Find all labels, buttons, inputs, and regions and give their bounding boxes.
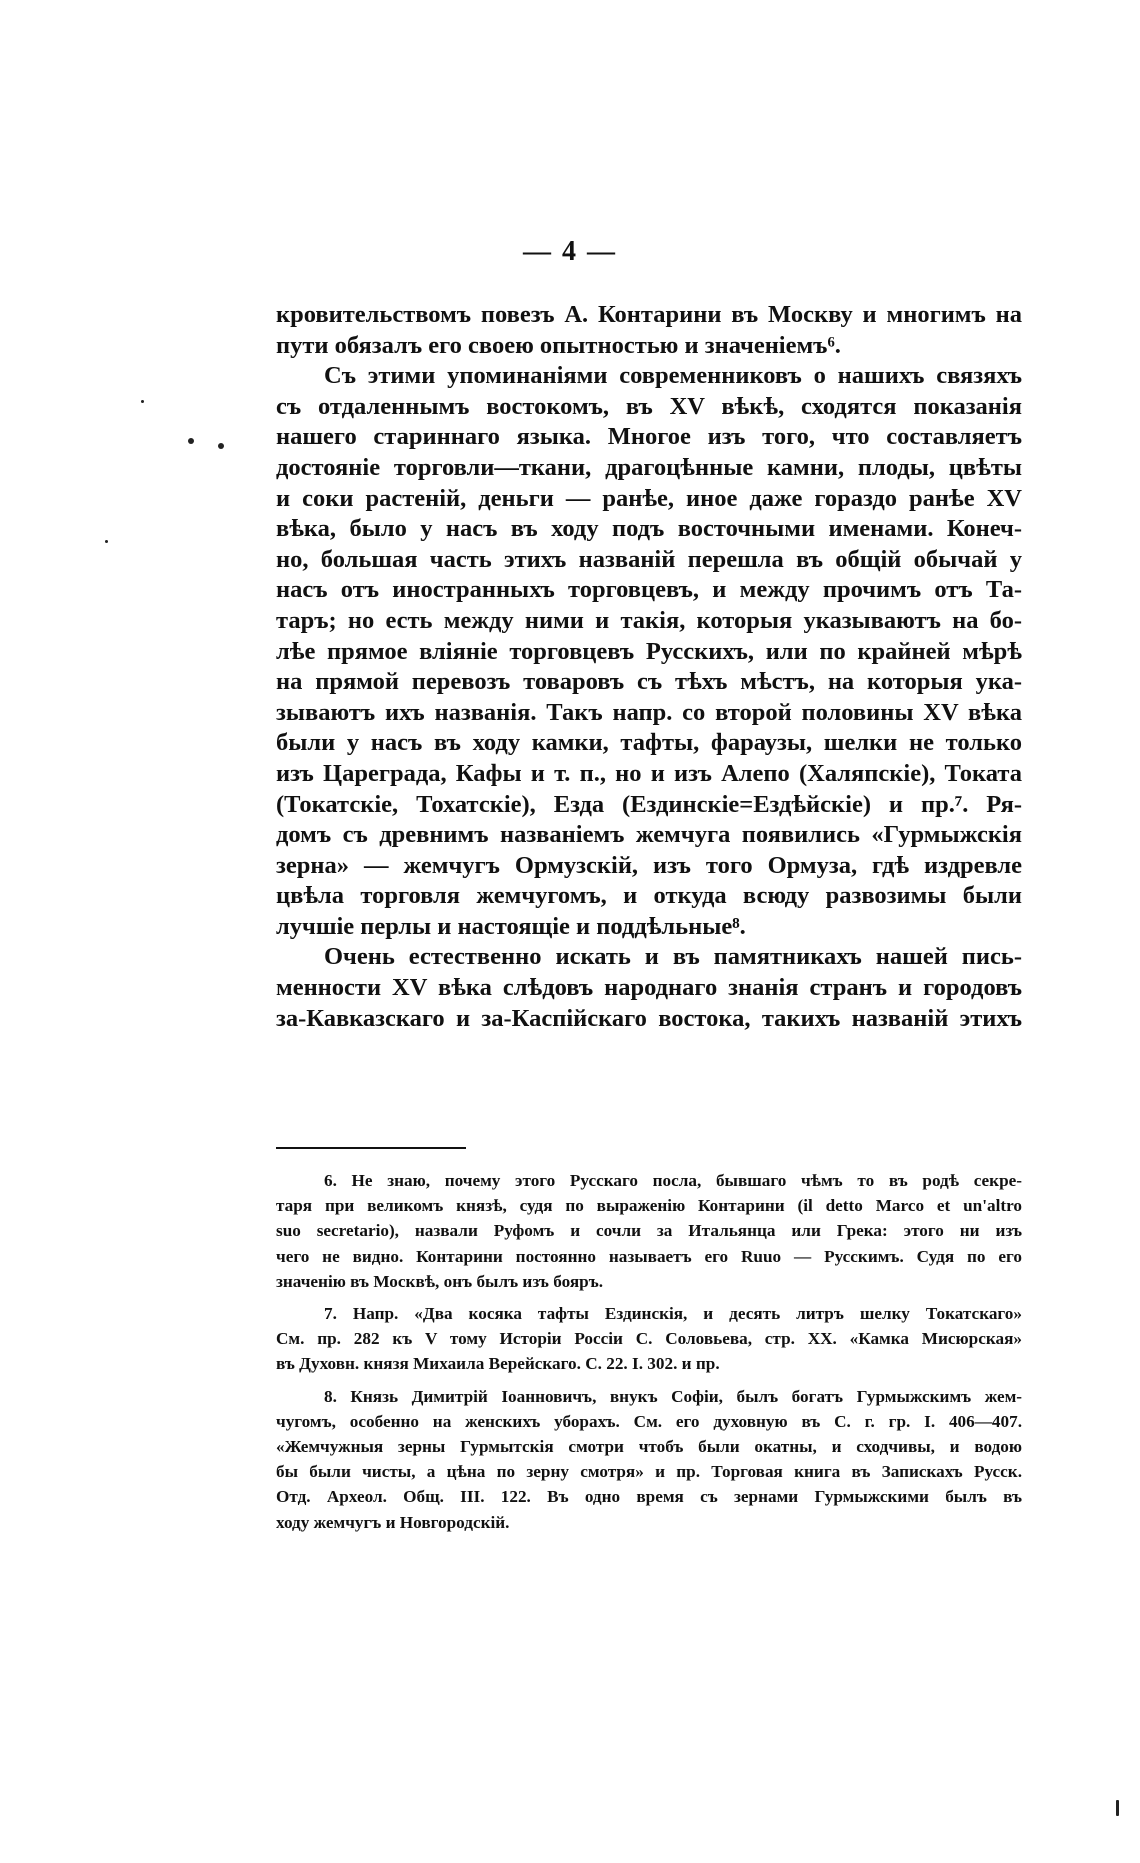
footnote-line: См. пр. 282 къ V тому Исторіи Россіи С. Соловьева, стр. XX. «Камка Мисюрская»	[276, 1329, 1022, 1349]
text-line: (Токатскіе, Тохатскіе), Езда (Ездинскіе=Ездѣйскіе) и пр.⁷. Ря-	[276, 790, 1022, 818]
text-line: но, большая часть этихъ названій перешла въ общій обычай у	[276, 545, 1022, 573]
text-line: изъ Цареграда, Кафы и т. п., но и изъ Алепо (Халяпскіе), Токата	[276, 759, 1022, 787]
text-line: были у насъ въ ходу камки, тафты, фараузы, шелки не только	[276, 729, 1022, 757]
text-line: цвѣла торговля жемчугомъ, и откуда всюду развозимы были	[276, 882, 1022, 910]
scan-speck	[218, 443, 224, 449]
text-line: и соки растеній, деньги — ранѣе, иное даже гораздо ранѣе XV	[276, 484, 1022, 512]
text-line: на прямой перевозъ товаровъ съ тѣхъ мѣстъ, на которыя ука-	[276, 668, 1022, 696]
footnote-line: 8. Князь Димитрій Іоанновичъ, внукъ Софіи, былъ богатъ Гурмыжскимъ жем-	[324, 1386, 1022, 1406]
footnote-line: въ Духовн. князя Михаила Верейскаго. С. 22. І. 302. и пр.	[276, 1354, 720, 1374]
text-line: достояніе торговли—ткани, драгоцѣнные камни, плоды, цвѣты	[276, 453, 1022, 481]
text-line: пути обязалъ его своею опытностью и значеніемъ⁶.	[276, 331, 841, 359]
text-line: насъ отъ иностранныхъ торговцевъ, и между прочимъ отъ Та-	[276, 576, 1022, 604]
text-line: менности XV вѣка слѣдовъ народнаго знанія странъ и городовъ	[276, 974, 1022, 1002]
footnote-line: 7. Напр. «Два косяка тафты Ездинскія, и десять литръ шелку Токатскаго»	[324, 1304, 1022, 1324]
text-line: домъ съ древнимъ названіемъ жемчуга появились «Гурмыжскія	[276, 821, 1022, 849]
text-line: лучшіе перлы и настоящіе и поддѣльные⁸.	[276, 912, 746, 940]
footnote-7	[276, 1301, 1022, 1377]
text-line: зерна» — жемчугъ Ормузскій, изъ того Ормуза, гдѣ издревле	[276, 851, 1022, 879]
scan-speck	[1116, 1800, 1119, 1816]
text-line: за-Кавказскаго и за-Каспійскаго востока, такихъ названій этихъ	[276, 1004, 1022, 1032]
footnote-line: чугомъ, особенно на женскихъ уборахъ. См. его духовную въ С. г. гр. І. 406—407.	[276, 1411, 1022, 1431]
text-line: лѣе прямое вліяніе торговцевъ Русскихъ, или по крайней мѣрѣ	[276, 637, 1022, 665]
text-line: зываютъ ихъ названія. Такъ напр. со второй половины XV вѣка	[276, 698, 1022, 726]
footnote-divider	[276, 1147, 466, 1149]
footnote-line: 6. Не знаю, почему этого Русскаго посла, бывшаго чѣмъ то въ родѣ секре-	[324, 1171, 1022, 1190]
text-line: нашего стариннаго языка. Многое изъ того, что составляетъ	[276, 423, 1022, 451]
footnote-line: suo secretario), назвали Руфомъ и сочли за Итальянца или Грека: этого ни изъ	[276, 1221, 1022, 1241]
scan-speck	[105, 540, 108, 543]
footnote-8	[276, 1384, 1022, 1535]
text-line: таръ; но есть между ними и такія, которыя указываютъ на бо-	[276, 606, 1022, 634]
footnote-line: значенію въ Москвѣ, онъ былъ изъ бояръ.	[276, 1271, 604, 1291]
text-line: вѣка, было у насъ въ ходу подъ восточными именами. Конеч-	[276, 515, 1022, 543]
text-line: съ отдаленнымъ востокомъ, въ XV вѣкѣ, сходятся показанія	[276, 392, 1022, 420]
footnote-line: чего не видно. Контарини постоянно называетъ его Ruuo — Русскимъ. Судя по его	[276, 1246, 1022, 1266]
page-number: — 4 —	[523, 236, 617, 267]
scan-speck	[141, 400, 144, 403]
footnote-line: ходу жемчугъ и Новгородскій.	[276, 1512, 510, 1532]
footnote-line: таря при великомъ князѣ, судя по выраженію Контарини (il detto Marco et un'altro	[276, 1196, 1022, 1216]
scan-speck	[188, 438, 194, 444]
footnote-line: Отд. Археол. Общ. III. 122. Въ одно время съ зернами Гурмыжскими былъ въ	[276, 1487, 1022, 1507]
footnote-line: «Жемчужныя зерны Гурмытскія смотри чтобъ были окатны, и сходчивы, и водою	[276, 1437, 1022, 1457]
footnotes	[276, 1168, 1022, 1542]
text-line: кровительствомъ повезъ А. Контарини въ Москву и многимъ на	[276, 301, 1022, 328]
text-line: Съ этими упоминаніями современниковъ о нашихъ связяхъ	[324, 362, 1022, 390]
footnote-6	[276, 1168, 1022, 1294]
main-text	[276, 300, 1022, 1034]
text-line: Очень естественно искать и въ памятникахъ нашей пись-	[324, 943, 1022, 971]
footnote-line: бы были чисты, а цѣна по зерну смотря» и пр. Торговая книга въ Запискахъ Русск.	[276, 1462, 1022, 1482]
